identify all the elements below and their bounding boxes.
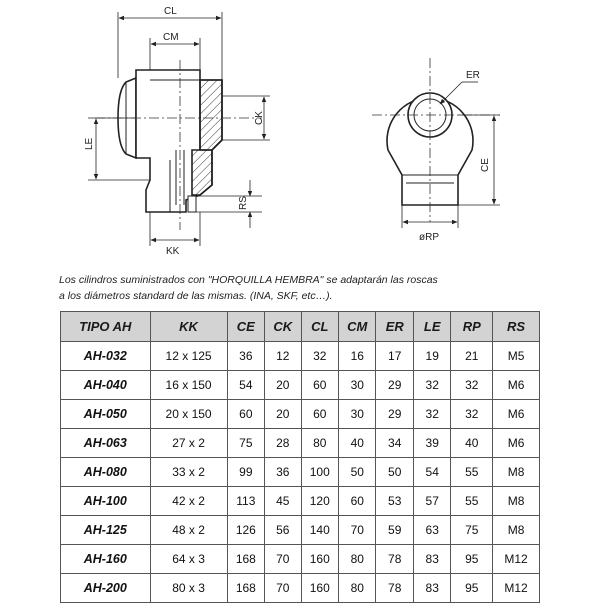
dimension-cell: 32 [451, 371, 493, 400]
column-header: CL [301, 312, 338, 342]
dimension-cell: 20 [265, 400, 301, 429]
table-row [61, 342, 540, 371]
label-er: ER [466, 70, 480, 81]
dimension-cell: 95 [451, 574, 493, 603]
dimension-cell: M6 [493, 400, 540, 429]
dimension-cell: 95 [451, 545, 493, 574]
dimension-cell: 55 [451, 458, 493, 487]
label-cm: CM [163, 32, 179, 43]
dimension-cell: M5 [493, 342, 540, 371]
label-ce: CE [480, 158, 491, 172]
model-code-cell: AH-032 [61, 342, 151, 371]
dimension-cell: 54 [227, 371, 264, 400]
model-code-cell: AH-040 [61, 371, 151, 400]
table-row [61, 371, 540, 400]
table-row [61, 400, 540, 429]
dimension-cell: 59 [376, 516, 413, 545]
dimension-cell: M8 [493, 516, 540, 545]
dimension-cell: 16 x 150 [150, 371, 227, 400]
dimension-cell: M12 [493, 545, 540, 574]
label-le: LE [84, 137, 95, 150]
column-header: KK [150, 312, 227, 342]
dimension-cell: 28 [265, 429, 301, 458]
column-header: LE [413, 312, 450, 342]
dimension-cell: 80 [339, 545, 376, 574]
dimension-cell: 75 [227, 429, 264, 458]
dimension-cell: 29 [376, 400, 413, 429]
dimension-cell: 42 x 2 [150, 487, 227, 516]
dimension-cell: 27 x 2 [150, 429, 227, 458]
dimension-cell: 60 [339, 487, 376, 516]
dimension-cell: 160 [301, 574, 338, 603]
model-code-cell: AH-050 [61, 400, 151, 429]
model-code-cell: AH-200 [61, 574, 151, 603]
table-header-row [61, 312, 540, 342]
dimension-cell: 32 [301, 342, 338, 371]
dimension-cell: 78 [376, 545, 413, 574]
column-header: CM [339, 312, 376, 342]
dimension-cell: 160 [301, 545, 338, 574]
dimension-cell: 168 [227, 574, 264, 603]
dimension-cell: 50 [376, 458, 413, 487]
dimension-cell: 12 x 125 [150, 342, 227, 371]
dimension-cell: 36 [227, 342, 264, 371]
dimension-cell: 54 [413, 458, 450, 487]
dimension-cell: M6 [493, 371, 540, 400]
dimension-cell: 34 [376, 429, 413, 458]
dimension-cell: 21 [451, 342, 493, 371]
compatibility-note [59, 272, 539, 304]
dimension-cell: 32 [413, 400, 450, 429]
dimension-cell: 83 [413, 574, 450, 603]
dimension-cell: 45 [265, 487, 301, 516]
note-line-2: a los diámetros standard de las mismas. (INA, SKF, etc…). [59, 290, 333, 302]
dimension-cell: 55 [451, 487, 493, 516]
dimension-cell: 56 [265, 516, 301, 545]
dimension-cell: 100 [301, 458, 338, 487]
dimension-cell: 50 [339, 458, 376, 487]
model-code-cell: AH-080 [61, 458, 151, 487]
table-row [61, 516, 540, 545]
dimension-cell: 83 [413, 545, 450, 574]
label-rs: RS [238, 196, 249, 210]
dimension-cell: 140 [301, 516, 338, 545]
dimension-cell: 20 x 150 [150, 400, 227, 429]
dimension-cell: 60 [227, 400, 264, 429]
table-row [61, 574, 540, 603]
dimension-cell: M6 [493, 429, 540, 458]
dimension-cell: 40 [339, 429, 376, 458]
column-header: CE [227, 312, 264, 342]
dimension-cell: 48 x 2 [150, 516, 227, 545]
dimension-cell: 120 [301, 487, 338, 516]
dimension-cell: 80 [301, 429, 338, 458]
dimension-cell: M12 [493, 574, 540, 603]
table-row [61, 487, 540, 516]
dimension-cell: 32 [451, 400, 493, 429]
dimension-cell: 32 [413, 371, 450, 400]
model-code-cell: AH-160 [61, 545, 151, 574]
dimension-cell: 126 [227, 516, 264, 545]
dimension-cell: 53 [376, 487, 413, 516]
dimension-cell: 80 x 3 [150, 574, 227, 603]
dimension-cell: 36 [265, 458, 301, 487]
dimension-cell: 20 [265, 371, 301, 400]
label-kk: KK [166, 246, 180, 257]
dimension-cell: M8 [493, 458, 540, 487]
model-code-cell: AH-100 [61, 487, 151, 516]
technical-drawing [0, 0, 600, 262]
dimension-cell: 78 [376, 574, 413, 603]
dimension-cell: 63 [413, 516, 450, 545]
dimension-cell: 75 [451, 516, 493, 545]
dimension-cell: 33 x 2 [150, 458, 227, 487]
dimension-cell: 19 [413, 342, 450, 371]
dimension-cell: 70 [265, 545, 301, 574]
note-line-1: Los cilindros suministrados con "HORQUILLA HEMBRA" se adaptarán las roscas [59, 274, 438, 286]
dimension-cell: 57 [413, 487, 450, 516]
column-header: ER [376, 312, 413, 342]
label-rp: øRP [419, 232, 439, 243]
table-row [61, 458, 540, 487]
dimension-cell: 17 [376, 342, 413, 371]
dimension-cell: 40 [451, 429, 493, 458]
label-cl: CL [164, 6, 177, 17]
dimension-cell: 168 [227, 545, 264, 574]
table-row [61, 429, 540, 458]
dimension-cell: 39 [413, 429, 450, 458]
column-header: RP [451, 312, 493, 342]
dimension-cell: 64 x 3 [150, 545, 227, 574]
column-header: CK [265, 312, 301, 342]
table-row [61, 545, 540, 574]
dimension-cell: 60 [301, 400, 338, 429]
column-header: RS [493, 312, 540, 342]
dimension-cell: 30 [339, 371, 376, 400]
dimension-cell: 29 [376, 371, 413, 400]
model-code-cell: AH-063 [61, 429, 151, 458]
dimension-cell: 113 [227, 487, 264, 516]
dimension-cell: M8 [493, 487, 540, 516]
model-code-cell: AH-125 [61, 516, 151, 545]
dimension-cell: 30 [339, 400, 376, 429]
side-view [118, 70, 222, 212]
column-header: TIPO AH [61, 312, 151, 342]
dimension-cell: 80 [339, 574, 376, 603]
dimensions-table [60, 311, 540, 603]
dimension-cell: 60 [301, 371, 338, 400]
dimension-cell: 16 [339, 342, 376, 371]
dimension-cell: 12 [265, 342, 301, 371]
dimension-cell: 70 [339, 516, 376, 545]
dimension-cell: 99 [227, 458, 264, 487]
dimension-cell: 70 [265, 574, 301, 603]
label-ck: CK [254, 111, 265, 125]
